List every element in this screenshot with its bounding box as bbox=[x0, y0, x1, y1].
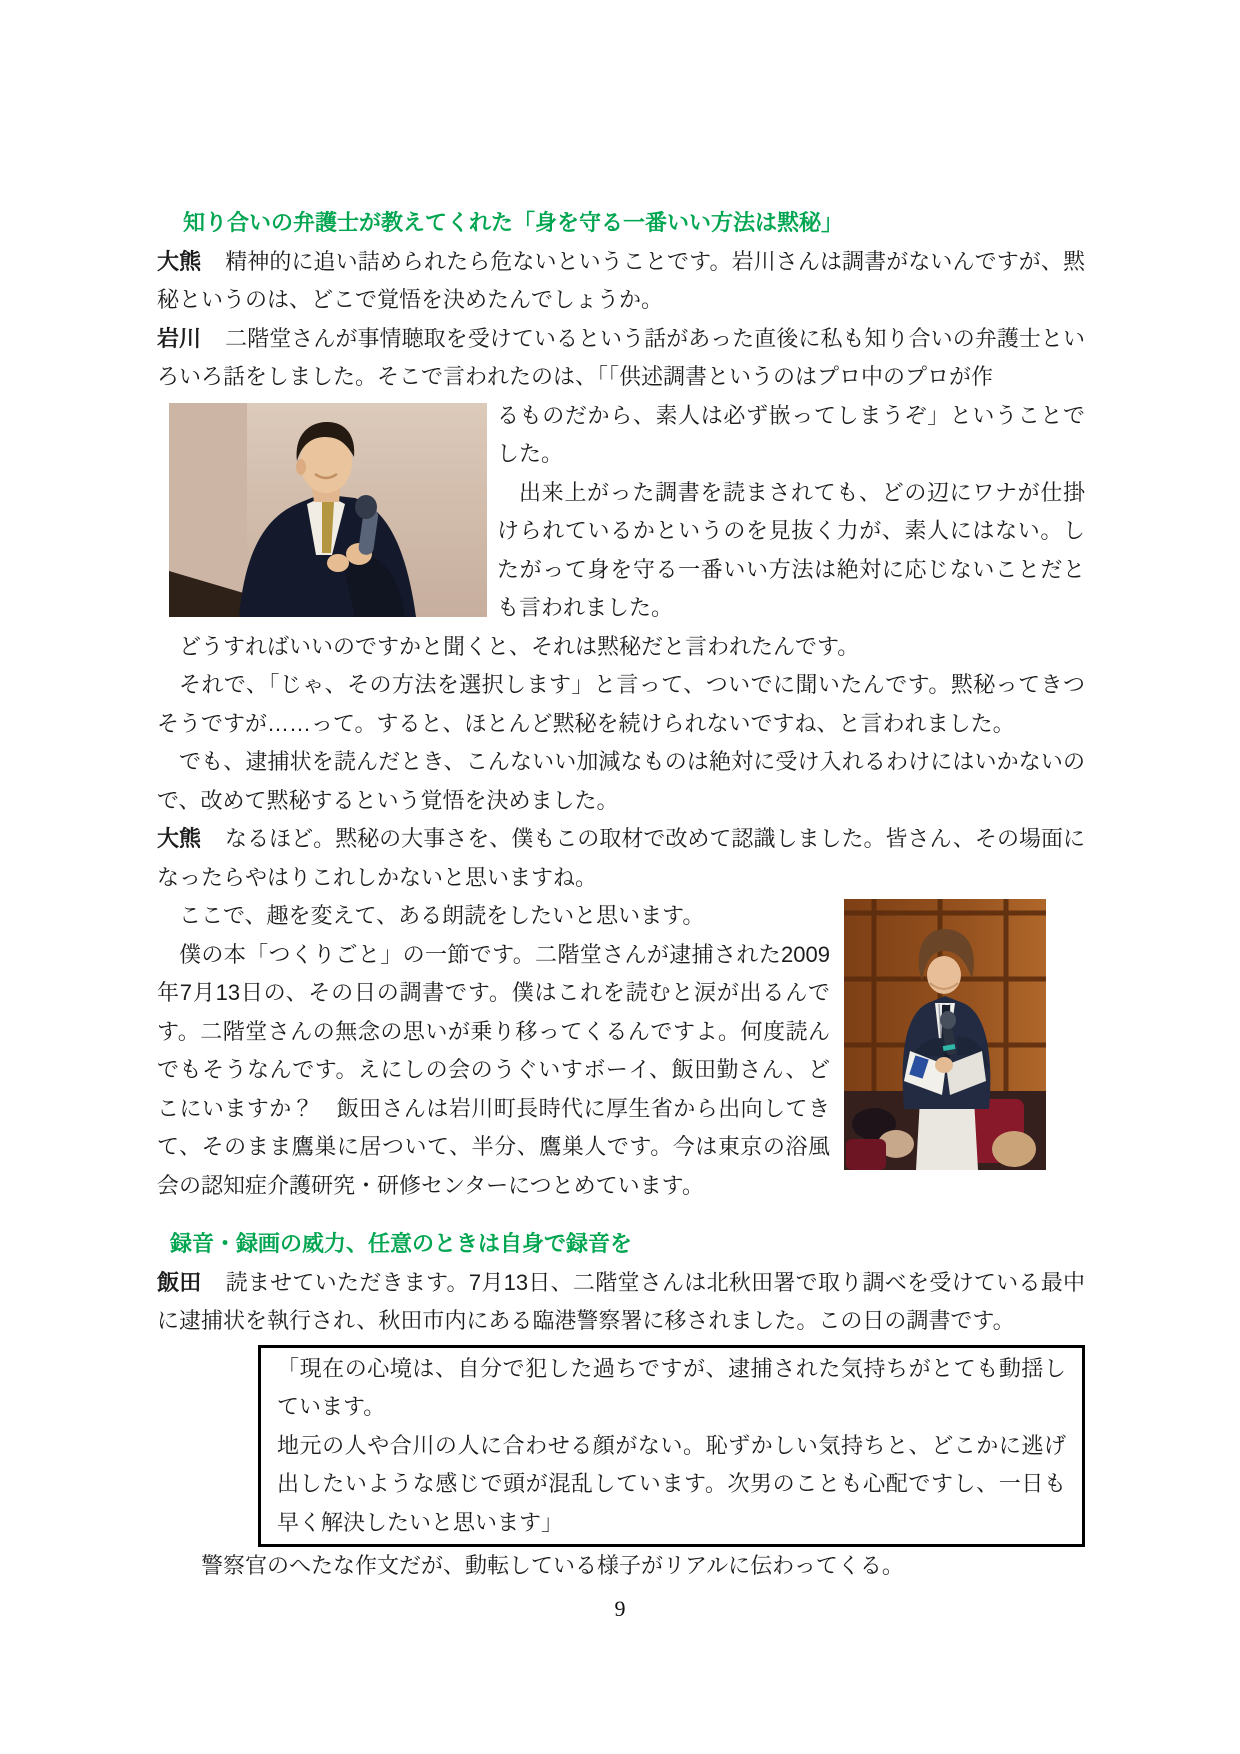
red-chair-2 bbox=[846, 1139, 886, 1170]
hand-2 bbox=[327, 554, 349, 572]
white-trousers bbox=[916, 1099, 978, 1170]
paragraph-iwakawa-1 bbox=[157, 320, 1085, 397]
speaker-label-okuma-2: 大熊 bbox=[157, 826, 202, 851]
paragraph-okuma-2-text: なるほど。黙秘の大事さを、僕もこの取材で改めて認識しました。皆さん、その場面になったらやはりこれしかないと思いますね。 bbox=[157, 826, 1085, 890]
speaker-label-iwakawa: 岩川 bbox=[157, 325, 202, 351]
speaker-label-iida: 飯田 bbox=[157, 1269, 202, 1295]
quote-line-1: 「現在の心境は、自分で犯した過ちですが、逮捕された気持ちがとても動揺しています。 bbox=[277, 1355, 1066, 1419]
paragraph-dousureba: どうすればいいのですかと聞くと、それは黙秘だと言われたんです。 bbox=[179, 633, 860, 659]
section-heading-rokuon: 録音・録画の威力、任意のときは自身で録音を bbox=[170, 1231, 633, 1256]
paragraph-demo: でも、逮捕状を読んだとき、こんないい加減なものは絶対に受け入れるわけにはいかないので、改めて黙秘するという覚悟を決めました。 bbox=[157, 749, 1085, 813]
page-content bbox=[157, 204, 1085, 1586]
paragraph-dekiagatta: 出来上がった調書を読まされても、どの辺にワナが仕掛けられているかというのを見抜く力が、素人にはない。したがって身を守る一番いい方法は絶対に応じないことだとも言われました。 bbox=[497, 479, 1085, 620]
paragraph-iida-1 bbox=[157, 1264, 1085, 1341]
ear bbox=[296, 459, 306, 475]
hand-holding-book bbox=[935, 1057, 953, 1073]
paragraph-iwakawa-1-text: 二階堂さんが事情聴取を受けているという話があった直後に私も知り合いの弁護士といろいろ話をしました。そこで言われたのは、「「供述調書というのはプロ中のプロが作 bbox=[157, 325, 1085, 389]
photo-right-illustration bbox=[844, 899, 1046, 1170]
microphone-head bbox=[940, 1011, 956, 1029]
page-number: 9 bbox=[614, 1596, 626, 1621]
chosho-quote-box bbox=[258, 1345, 1085, 1548]
photo-man-speaking-with-microphone bbox=[169, 403, 487, 617]
paragraph-okuma-1-text: 精神的に追い詰められたら危ないということです。岩川さんは調書がないんですが、黙秘というのは、どこで覚悟を決めたんでしょうか。 bbox=[157, 248, 1085, 312]
speaker-label-okuma: 大熊 bbox=[157, 248, 202, 274]
paragraph-okuma-1 bbox=[157, 243, 1085, 320]
paragraph-keisatsukan: 警察官のへたな作文だが、動転している様子がリアルに伝わってくる。 bbox=[201, 1553, 904, 1578]
paragraph-iida-1-text: 読ませていただきます。7月13日、二階堂さんは北秋田署で取り調べを受けている最中に逮捕状を執行され、秋田市内にある臨港警察署に移されました。この日の調書です。 bbox=[157, 1269, 1085, 1333]
photo-left-illustration bbox=[169, 403, 487, 617]
quote-line-2: 地元の人や合川の人に合わせる顔がない。恥ずかしい気持ちと、どこかに逃げ出したいような感じで頭が混乱しています。次男のことも心配ですし、一日も早く解決したいと思います」 bbox=[277, 1432, 1066, 1535]
photo-man-reading-book bbox=[844, 899, 1046, 1170]
microphone-head bbox=[355, 495, 377, 519]
paragraph-okuma-2 bbox=[157, 820, 1085, 897]
paragraph-sorede: それで、「じゃ、その方法を選択します」と言って、ついでに聞いたんです。黙秘ってきつそうですが……って。すると、ほとんど黙秘を続けられないですね、と言われました。 bbox=[157, 672, 1085, 736]
paragraph-bokunohon: 僕の本「つくりごと」の一節です。二階堂さんが逮捕された2009年7月13日の、その日の調書です。僕はこれを読むと涙が出るんです。二階堂さんの無念の思いが乗り移ってくるんですよ。何度読んでもそうなんです。えにしの会のうぐいすボーイ、飯田勤さん、どこにいますか？ 飯田さんは岩川町長時代に厚生省から出向してきて、そのまま鷹巣に居ついて、半分、鷹巣人です。今は東京の浴風会の認知症介護研究・研修センターにつとめています。 bbox=[157, 941, 830, 1198]
section-heading-mokuhi: 知り合いの弁護士が教えてくれた「身を守る一番いい方法は黙秘」 bbox=[183, 210, 844, 235]
paragraph-kokode: ここで、趣を変えて、ある朗読をしたいと思います。 bbox=[179, 903, 705, 928]
paragraph-iwakawa-1-continued: るものだから、素人は必ず嵌ってしまうぞ」ということでした。 bbox=[497, 402, 1085, 466]
